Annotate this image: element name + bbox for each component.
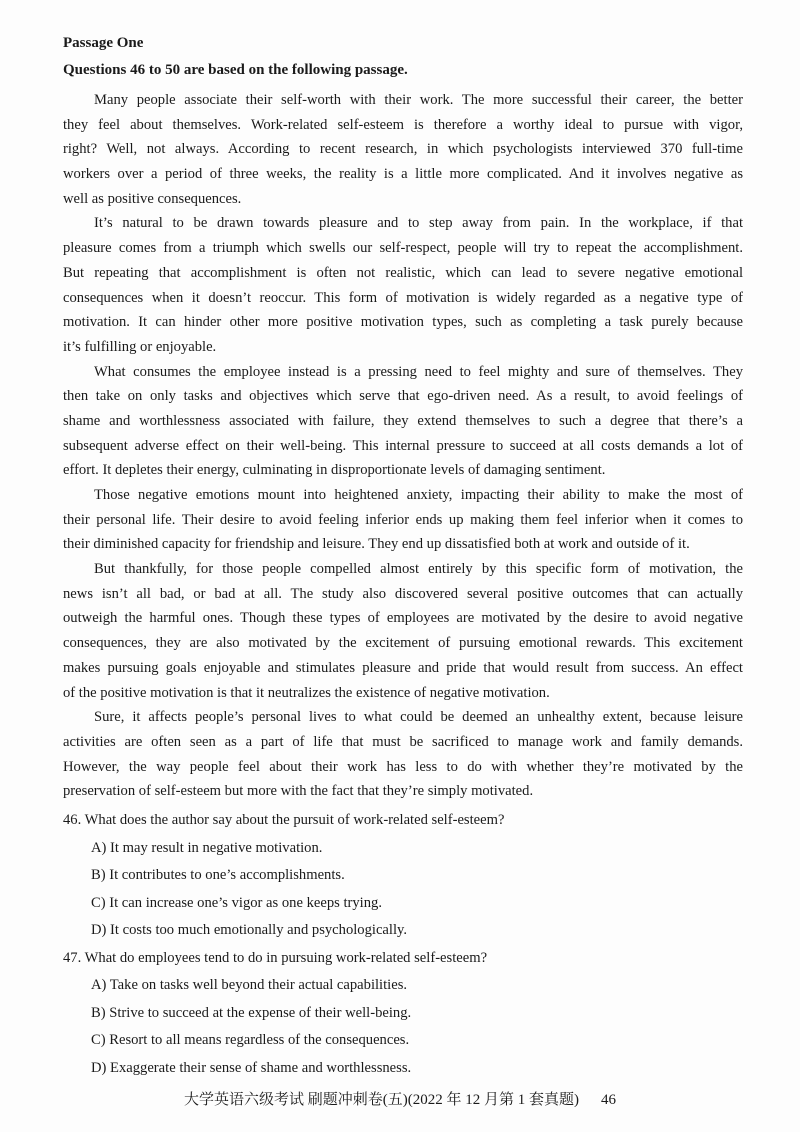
answer-option: A) Take on tasks well beyond their actual capabilities.: [91, 977, 408, 993]
page-number: 46: [600, 1092, 616, 1108]
paragraph-line: activities are often seen as a part of life that must be sacrificed to manage work and family demands.: [63, 733, 743, 750]
question-stem: 47. What do employees tend to do in pursuing work-related self-esteem?: [63, 949, 488, 966]
paragraph-line: outweigh the harmful ones. Though these types of employees are motivated by the desire to avoid negative: [63, 610, 743, 627]
paragraph-line: subsequent adverse effect on their well-being. This internal pressure to succeed at all costs demands a lot of: [63, 437, 743, 454]
paragraph: [63, 360, 743, 483]
questions: [63, 807, 743, 1082]
paragraph-line: their personal life. Their desire to avoid feeling inferior ends up making them feel inferior when it comes to: [63, 511, 743, 528]
paragraph: [63, 557, 743, 705]
paragraph-line: right? Well, not always. According to recent research, in which psychologists interviewed 370 full-time: [63, 141, 743, 158]
answer-option: D) Exaggerate their sense of shame and worthlessness.: [91, 1059, 412, 1076]
paragraph-line: they feel about themselves. Work-related self-esteem is therefore a worthy ideal to pursue with vigor,: [63, 116, 743, 133]
paragraph-line: well as positive consequences.: [63, 190, 242, 207]
paragraph-line: news isn’t all bad, or bad at all. The study also discovered several positive outcomes that can actually: [63, 585, 743, 602]
paragraph-line: consequences, they are also motivated by the excitement of pursuing emotional rewards. This excitement: [63, 635, 743, 652]
paragraph-line: motivation. It can hinder other more positive motivation types, such as completing a task purely because: [63, 314, 743, 331]
passage-body: [63, 88, 743, 804]
paragraph: [63, 211, 743, 359]
answer-option: D) It costs too much emotionally and psychologically.: [91, 922, 408, 938]
paragraph-line: Sure, it affects people’s personal lives to what could be deemed an unhealthy extent, because leisure: [94, 709, 743, 726]
answer-option: A) It may result in negative motivation.: [91, 839, 323, 856]
paragraph-line: of the positive motivation is that it neutralizes the existence of negative motivation.: [63, 684, 550, 701]
answer-option: B) It contributes to one’s accomplishments.: [91, 867, 345, 883]
page-footer: [0, 1090, 800, 1110]
answer-option: C) It can increase one’s vigor as one keeps trying.: [91, 894, 382, 911]
paragraph-line: effort. It depletes their energy, culminating in disproportionate levels of damaging sentiment.: [63, 462, 606, 479]
passage-heading: Passage One: [63, 35, 144, 51]
paragraph: [63, 483, 743, 557]
paragraph-line: It’s natural to be drawn towards pleasure and to step away from pain. In the workplace, if that: [94, 215, 743, 232]
paragraph-line: Those negative emotions mount into heightened anxiety, impacting their ability to make the most of: [94, 487, 743, 503]
paragraph-line: then take on only tasks and objectives which serve that ego-driven need. As a result, to avoid feelings of: [63, 388, 743, 405]
paragraph-line: workers over a period of three weeks, the reality is a little more complicated. And it involves negative as: [63, 166, 743, 183]
paragraph-line: Many people associate their self-worth with their work. The more successful their career, the better: [94, 92, 743, 108]
answer-option: B) Strive to succeed at the expense of their well-being.: [91, 1004, 412, 1021]
question-stem: 46. What does the author say about the pursuit of work-related self-esteem?: [63, 812, 505, 828]
paragraph-line: pleasure comes from a triumph which swells our self-respect, people will try to repeat the accomplishment.: [63, 240, 743, 257]
paragraph: [63, 705, 743, 804]
passage-instruction: Questions 46 to 50 are based on the following passage.: [63, 62, 408, 78]
paragraph-line: However, the way people feel about their work has less to do with whether they’re motivated by the: [63, 758, 743, 775]
paragraph-line: But repeating that accomplishment is often not realistic, which can lead to severe negative emotional: [63, 264, 743, 281]
paragraph-line: But thankfully, for those people compelled almost entirely by this specific form of motivation, the: [94, 561, 743, 578]
answer-option: C) Resort to all means regardless of the consequences.: [91, 1032, 410, 1048]
paragraph-line: preservation of self-esteem but more with the fact that they’re simply motivated.: [63, 783, 534, 800]
question: [63, 945, 743, 1083]
paragraph-line: What consumes the employee instead is a pressing need to feel mighty and sure of themselves. They: [94, 363, 743, 380]
footer-title: 大学英语六级考试 刷题冲刺卷(五)(2022 年 12 月第 1 套真题): [184, 1092, 579, 1108]
paragraph-line: makes pursuing goals enjoyable and stimulates pleasure and pride that would result from success. An effect: [63, 659, 743, 676]
question: [63, 807, 743, 945]
paragraph-line: shame and worthlessness associated with failure, they extend themselves to such a degree that there’s a: [63, 412, 743, 429]
paragraph: [63, 88, 743, 211]
paragraph-line: consequences when it doesn’t reoccur. This form of motivation is widely regarded as a negative type of: [63, 289, 743, 306]
paragraph-line: their diminished capacity for friendship and leisure. They end up dissatisfied both at work and outside of it.: [63, 536, 690, 553]
paragraph-line: it’s fulfilling or enjoyable.: [63, 338, 217, 355]
